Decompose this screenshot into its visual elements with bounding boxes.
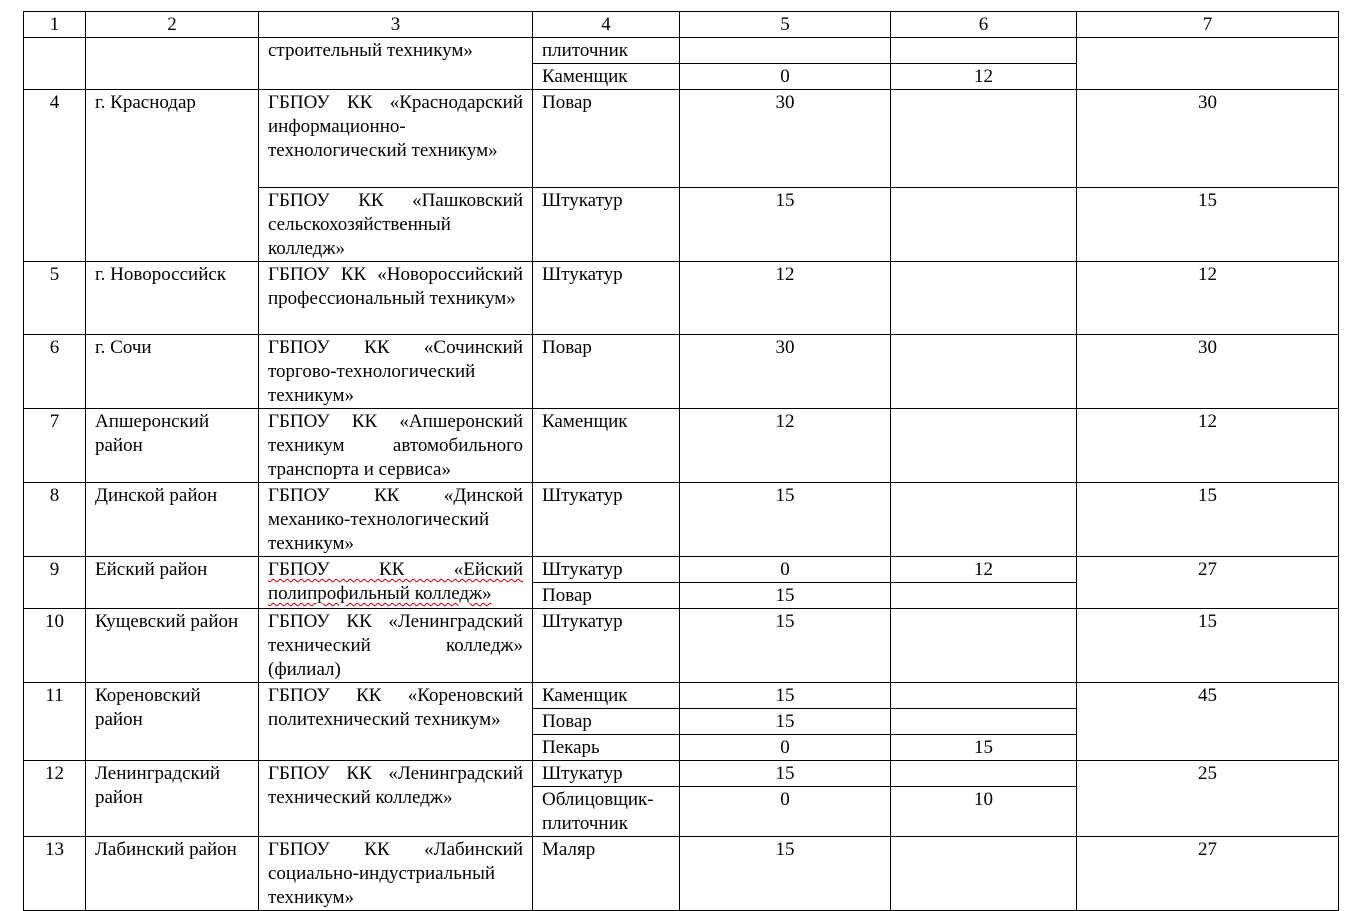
table-row (24, 38, 1339, 64)
plan-value: 15 (680, 609, 891, 683)
district-cell: г. Краснодар (86, 90, 259, 262)
profession-cell: Штукатур (533, 483, 680, 557)
row-number: 9 (24, 557, 86, 609)
profession-cell: Штукатур (533, 761, 680, 787)
table-row (24, 335, 1339, 409)
total-value: 15 (1077, 609, 1339, 683)
table-row (24, 90, 1339, 188)
row-number: 8 (24, 483, 86, 557)
profession-cell: Каменщик (533, 409, 680, 483)
total-value: 25 (1077, 761, 1339, 837)
column-header: 6 (891, 12, 1077, 38)
institution-cell: ГБПОУ КК «Динской механико-технологический техникум» (259, 483, 533, 557)
institution-cell: ГБПОУ КК «Апшеронский техникум автомобильного транспорта и сервиса» (259, 409, 533, 483)
institution-cell: ГБПОУ КК «Кореновский политехнический техникум» (259, 683, 533, 761)
extra-value (891, 709, 1077, 735)
extra-value (891, 188, 1077, 262)
district-cell: Ейский район (86, 557, 259, 609)
row-number: 10 (24, 609, 86, 683)
table-row (24, 761, 1339, 787)
district-cell: г. Новороссийск (86, 262, 259, 335)
profession-cell: Штукатур (533, 262, 680, 335)
extra-value: 15 (891, 735, 1077, 761)
column-header: 7 (1077, 12, 1339, 38)
row-number (24, 38, 86, 90)
plan-value: 0 (680, 64, 891, 90)
district-cell: г. Сочи (86, 335, 259, 409)
table-row (24, 409, 1339, 483)
profession-cell: Повар (533, 583, 680, 609)
extra-value (891, 583, 1077, 609)
profession-cell: Каменщик (533, 683, 680, 709)
header-row (24, 12, 1339, 38)
total-value: 30 (1077, 90, 1339, 188)
district-cell: Апшеронский район (86, 409, 259, 483)
institution-cell: ГБПОУ КК «Ленинградский технический колледж» (259, 761, 533, 837)
table-row (24, 683, 1339, 709)
column-header: 1 (24, 12, 86, 38)
institution-cell: ГБПОУ КК «Пашковский сельскохозяйственный колледж» (259, 188, 533, 262)
profession-cell: Повар (533, 335, 680, 409)
plan-value: 0 (680, 735, 891, 761)
profession-cell: Повар (533, 90, 680, 188)
institution-cell (259, 557, 533, 609)
profession-cell: Маляр (533, 837, 680, 911)
table-row (24, 609, 1339, 683)
row-number: 11 (24, 683, 86, 761)
column-header: 2 (86, 12, 259, 38)
total-value: 15 (1077, 188, 1339, 262)
total-value: 27 (1077, 837, 1339, 911)
plan-value: 15 (680, 483, 891, 557)
profession-cell: Повар (533, 709, 680, 735)
total-value: 12 (1077, 262, 1339, 335)
profession-cell: Штукатур (533, 609, 680, 683)
plan-value: 15 (680, 709, 891, 735)
institution-cell: ГБПОУ КК «Лабинский социально-индустриальный техникум» (259, 837, 533, 911)
extra-value (891, 837, 1077, 911)
row-number: 13 (24, 837, 86, 911)
plan-value: 15 (680, 761, 891, 787)
plan-value: 15 (680, 837, 891, 911)
row-number: 12 (24, 761, 86, 837)
district-cell: Ленинградский район (86, 761, 259, 837)
extra-value (891, 683, 1077, 709)
admission-table (23, 11, 1339, 911)
district-cell (86, 38, 259, 90)
plan-value: 30 (680, 335, 891, 409)
plan-value: 0 (680, 557, 891, 583)
institution-text: ГБПОУ КК «Ейский полипрофильный колледж» (268, 559, 523, 604)
table-row (24, 557, 1339, 583)
extra-value: 10 (891, 787, 1077, 837)
column-header: 3 (259, 12, 533, 38)
institution-cell: ГБПОУ КК «Новороссийский профессиональный техникум» (259, 262, 533, 335)
extra-value (891, 262, 1077, 335)
column-header: 5 (680, 12, 891, 38)
table-row (24, 837, 1339, 911)
district-cell: Лабинский район (86, 837, 259, 911)
institution-cell: ГБПОУ КК «Ленинградский технический колледж» (филиал) (259, 609, 533, 683)
extra-value (891, 409, 1077, 483)
profession-cell: Пекарь (533, 735, 680, 761)
profession-cell: Облицовщик-плиточник (533, 787, 680, 837)
row-number: 7 (24, 409, 86, 483)
total-value: 27 (1077, 557, 1339, 609)
plan-value (680, 38, 891, 64)
district-cell: Динской район (86, 483, 259, 557)
profession-cell: Штукатур (533, 557, 680, 583)
extra-value (891, 90, 1077, 188)
institution-cell: строительный техникум» (259, 38, 533, 90)
profession-cell: Штукатур (533, 188, 680, 262)
plan-value: 15 (680, 683, 891, 709)
profession-cell: плиточник (533, 38, 680, 64)
table-row (24, 483, 1339, 557)
total-value: 15 (1077, 483, 1339, 557)
plan-value: 12 (680, 262, 891, 335)
plan-value: 30 (680, 90, 891, 188)
extra-value (891, 483, 1077, 557)
plan-value: 0 (680, 787, 891, 837)
extra-value (891, 38, 1077, 64)
institution-cell: ГБПОУ КК «Краснодарский информационно-технологический техникум» (259, 90, 533, 188)
total-value: 12 (1077, 409, 1339, 483)
plan-value: 12 (680, 409, 891, 483)
institution-cell: ГБПОУ КК «Сочинский торгово-технологический техникум» (259, 335, 533, 409)
plan-value: 15 (680, 188, 891, 262)
document-page (23, 11, 1338, 908)
extra-value (891, 609, 1077, 683)
plan-value: 15 (680, 583, 891, 609)
extra-value (891, 335, 1077, 409)
extra-value (891, 761, 1077, 787)
total-value: 30 (1077, 335, 1339, 409)
row-number: 6 (24, 335, 86, 409)
table-row (24, 262, 1339, 335)
total-value (1077, 38, 1339, 90)
district-cell: Кущевский район (86, 609, 259, 683)
row-number: 5 (24, 262, 86, 335)
row-number: 4 (24, 90, 86, 262)
district-cell: Кореновский район (86, 683, 259, 761)
total-value: 45 (1077, 683, 1339, 761)
profession-cell: Каменщик (533, 64, 680, 90)
extra-value: 12 (891, 557, 1077, 583)
extra-value: 12 (891, 64, 1077, 90)
column-header: 4 (533, 12, 680, 38)
